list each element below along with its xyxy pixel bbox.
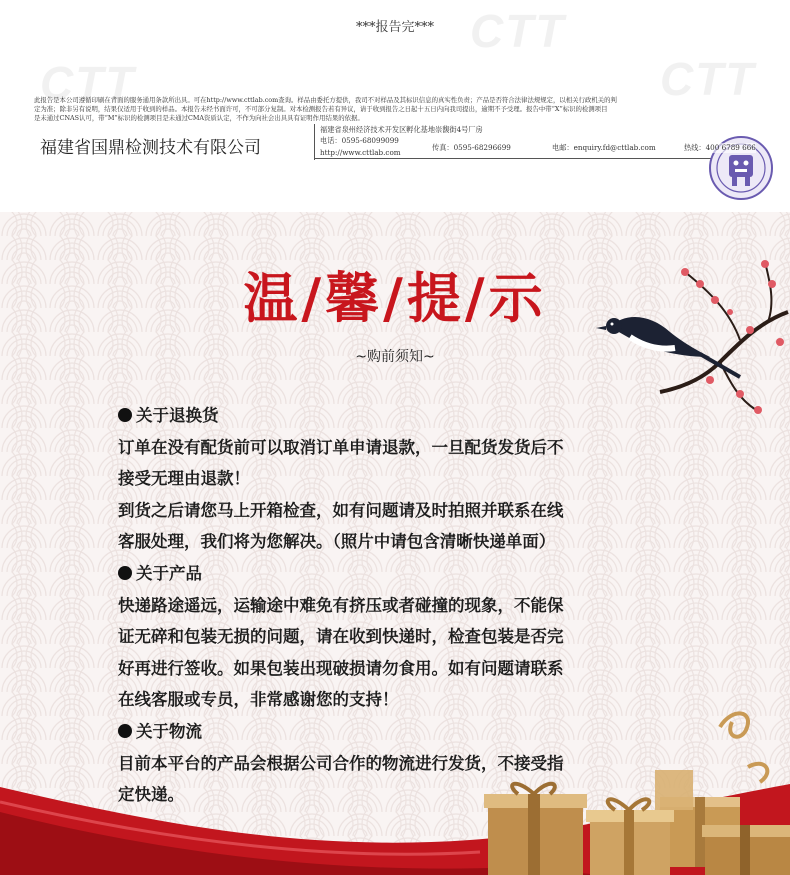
divider: [314, 158, 750, 159]
watermark: CTT: [470, 5, 566, 57]
plum-blossom-magpie-illustration: [590, 252, 790, 422]
notice-poster: [0, 212, 790, 875]
poster-subtitle: ~购前须知~: [355, 349, 435, 365]
company-website[interactable]: http://www.cttlab.com: [320, 148, 401, 157]
gift-boxes-illustration: [470, 692, 790, 875]
watermark: CTT: [40, 57, 136, 109]
disclaimer-line: 是未通过CNAS认可，带“M”标识的检测项目是未通过CMA资质认定，不作为向社会出具具有证明作用结果的依据。: [34, 114, 364, 122]
company-address: 福建省泉州经济技术开发区孵化基地崇馥街4号厂房: [320, 125, 483, 134]
report-end-marker: ***报告完***: [355, 20, 434, 35]
report-disclaimer: [34, 96, 774, 123]
bullet-icon: [118, 724, 132, 738]
notice-line: 目前本平台的产品会根据公司合作的物流进行发货，不接受指: [118, 753, 564, 773]
notice-line: 接受无理由退款！: [118, 469, 250, 489]
notice-line: 证无碎和包装无损的问题，请在收到快递时，检查包装是否完: [118, 627, 564, 647]
section-heading: 关于退换货: [118, 400, 658, 432]
bullet-icon: [118, 408, 132, 422]
section-heading: 关于产品: [118, 558, 658, 590]
notice-line: 到货之后请您马上开箱检查，如有问题请及时拍照并联系在线: [118, 500, 564, 520]
bullet-icon: [118, 566, 132, 580]
disclaimer-line: 此报告是本公司遵循印刷在背面的服务通用条款所出具。可在http://www.cttlab.com查询。样品由委托方提供，我司不对样品及其标识信息的真实性负责；产品是否符合法律法规规定，以相关行政机关的判: [34, 96, 617, 104]
notice-line: 客服处理，我们将为您解决。（照片中请包含清晰快递单面）: [118, 532, 556, 552]
company-email: 电邮：enquiry.fd@cttlab.com: [552, 143, 656, 152]
report-header: [0, 0, 790, 212]
poster-title: 温/馨/提/示: [243, 267, 547, 330]
disclaimer-line: 定为准；除非另有说明，结果仅适用于收到的样品。本报告未经书面许可，不可部分复制。对本检测报告若有异议，请于收到报告之日起十五日内向我司提出，逾期不予受理。报告中带“X”标识的检测项目: [34, 105, 608, 113]
company-fax: 传真：0595-68296699: [432, 143, 511, 152]
notice-line: 定快递。: [118, 785, 184, 805]
section-heading: 关于物流: [118, 716, 658, 748]
divider: [314, 124, 315, 160]
company-phone: 电话：0595-68099099: [320, 136, 399, 145]
notice-line: 快递路途遥远，运输途中难免有挤压或者碰撞的现象，不能保: [118, 595, 564, 615]
watermark: CTT: [660, 53, 756, 105]
notice-line: 订单在没有配货前可以取消订单申请退款，一旦配货发货后不: [118, 437, 564, 457]
company-hotline: 热线：400 6789 666: [684, 143, 756, 152]
notice-line: 好再进行签收。如果包装出现破损请勿食用。如有问题请联系: [118, 658, 564, 678]
notice-line: 在线客服或专员，非常感谢您的支持！: [118, 690, 399, 710]
company-name: 福建省国鼎检测技术有限公司: [40, 138, 261, 158]
